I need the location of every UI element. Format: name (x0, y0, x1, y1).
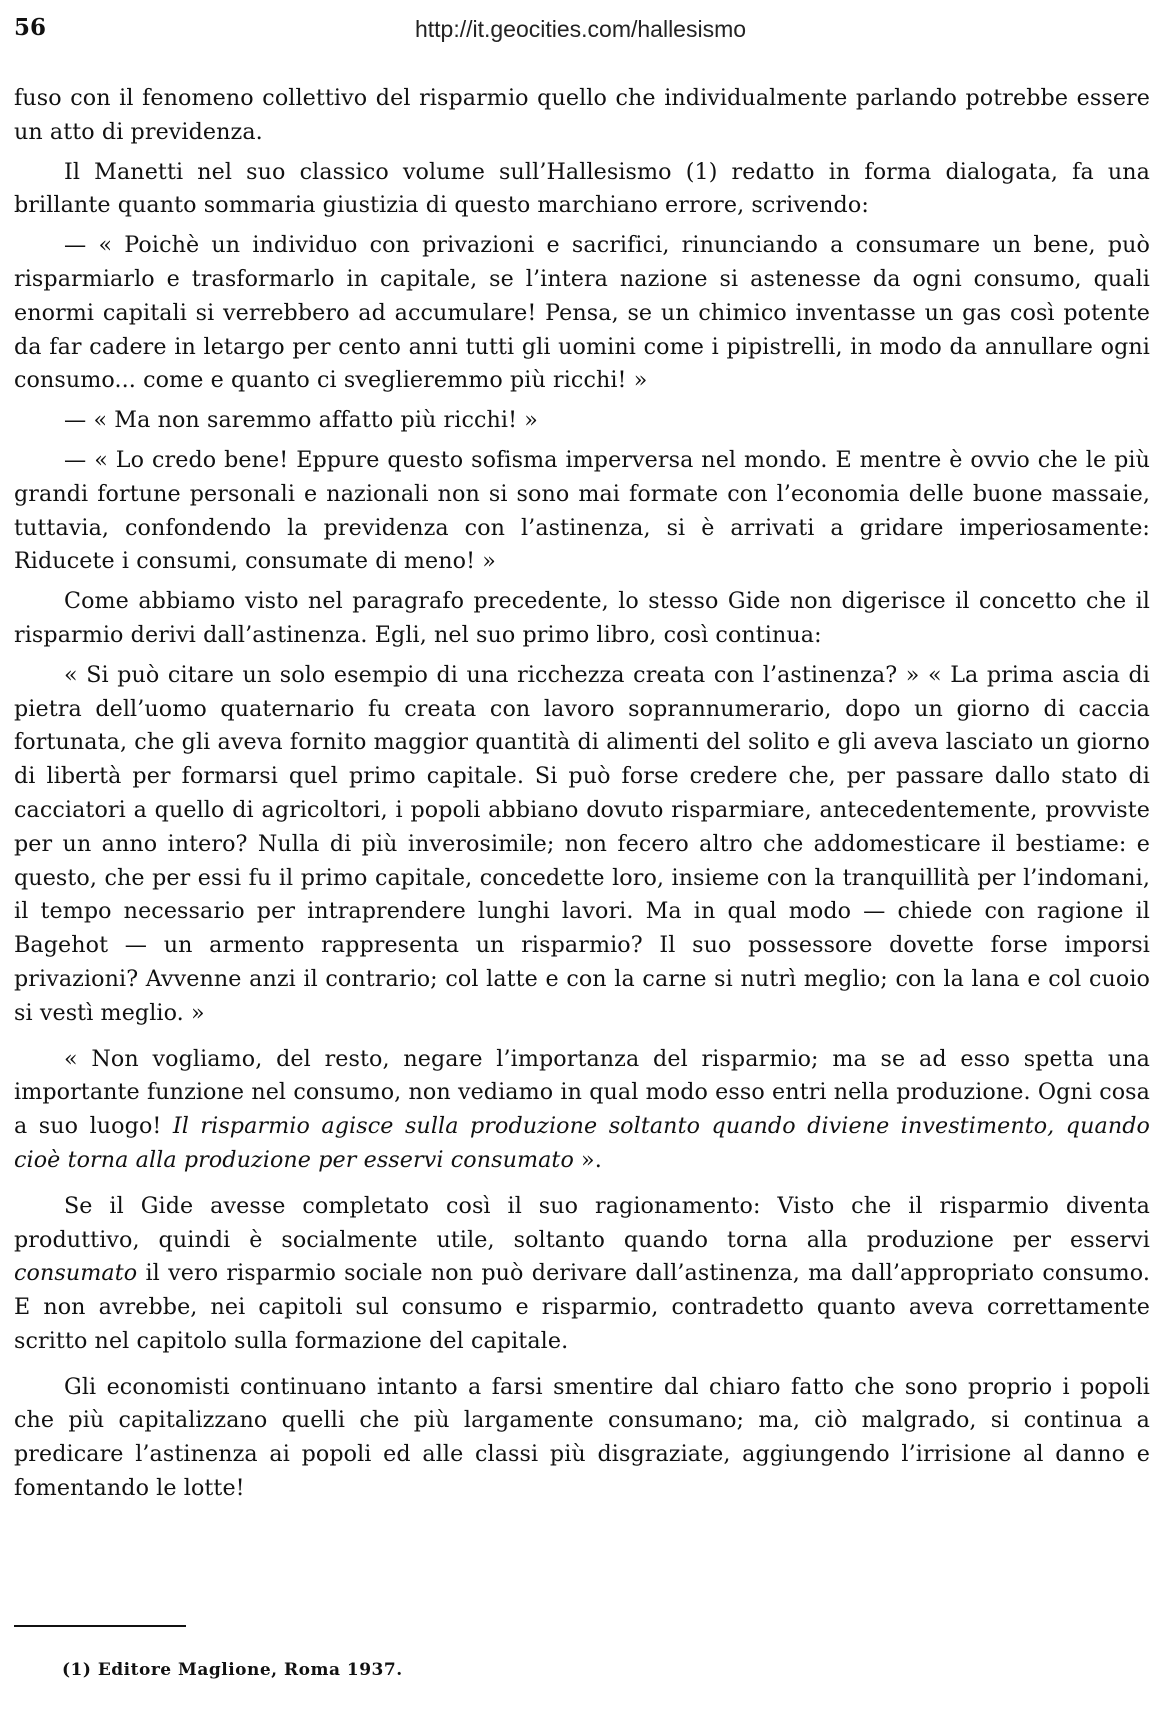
paragraph-6: Come abbiamo visto nel paragrafo precedente, lo stesso Gide non digerisce il concetto che il risparmio derivi dall’astinenza. Egli, nel suo primo libro, così continua: (14, 588, 1150, 648)
paragraph-8-quote (14, 1043, 1150, 1178)
paragraph-10: Gli economisti continuano intanto a farsi smentire dal chiaro fatto che sono proprio i popoli che più capitalizzano quelli che più largamente consumano; ma, ciò malgrado, si continua a predicare l’astinenza ai popoli ed alle classi più disgraziate, aggiungendo l’irrisione al danno e fomentando le lotte! (14, 1373, 1150, 1502)
page-number: 56 (14, 14, 47, 41)
paragraph-8-italic: Il risparmio agisce sulla produzione soltanto quando diviene investimento, quando cioè torna alla produzione per esservi consumato (14, 1113, 1150, 1173)
paragraph-9-start: Se il Gide avesse completato così il suo ragionamento: Visto che il risparmio diventa produttivo, quindi è socialmente utile, soltanto quando torna alla produzione per esservi (14, 1192, 1150, 1253)
footnote-rule (14, 1625, 186, 1627)
paragraph-9 (14, 1190, 1150, 1359)
footnote: (1) Editore Maglione, Roma 1937. (62, 1660, 403, 1680)
paragraph-2: Il Manetti nel suo classico volume sull’Hallesismo (1) redatto in forma dialogata, fa una brillante quanto sommaria giustizia di questo marchiano errore, scrivendo: (14, 158, 1150, 219)
paragraph-4-quote: — « Ma non saremmo affatto più ricchi! » (64, 407, 538, 434)
paragraph-8-end: ». (573, 1146, 602, 1173)
paragraph-7-quote: « Si può citare un solo esempio di una ricchezza creata con l’astinenza? » « La prima ascia di pietra dell’uomo quaternario fu creata con lavoro soprannumerario, dopo un giorno di caccia fortunata, che gli aveva fornito maggior quantità di alimenti del solito e gli aveva lasciato un giorno di libertà per formarsi quel primo capitale. Si può forse credere che, per passare dallo stato di cacciatori a quello di agricoltori, i popoli abbiano dovuto risparmiare, antecedentemente, provviste per un anno intero? Nulla di più inverosimile; non fecero altro che addomesticare il bestiame: e questo, che per essi fu il primo capitale, concedette loro, insieme con la tranquillità per l’indomani, il tempo necessario per intraprendere lunghi lavori. Ma in qual modo — chiede con ragione il Bagehot — un armento rappresenta un risparmio? Il suo possessore dovette forse imporsi privazioni? Avvenne anzi il contrario; col latte e con la carne si nutrì meglio; con la lana e col cuoio si vestì meglio. » (14, 661, 1150, 1026)
paragraph-3-quote: — « Poichè un individuo con privazioni e sacrifici, rinunciando a consumare un bene, può risparmiarlo e trasformarlo in capitale, se l’intera nazione si astenesse da ogni consumo, quali enormi capitali si verrebbero ad accumulare! Pensa, se un chimico inventasse un gas così potente da far cadere in letargo per cento anni tutti gli uomini come i pipistrelli, in modo da annullare ogni consumo... come e quanto ci sveglieremmo più ricchi! » (14, 232, 1150, 394)
paragraph-8-start: « Non vogliamo, del resto, negare l’importanza del risparmio; ma se ad esso spetta una importante funzione nel consumo, non vediamo in qual modo esso entri nella produzione. Ogni cosa a suo luogo! (14, 1045, 1150, 1140)
body-text (14, 82, 1150, 1512)
paragraph-9-end: il vero risparmio sociale non può derivare dall’astinenza, ma dall’appropriato consumo. E non avrebbe, nei capitoli sul consumo e risparmio, contradetto quanto aveva correttamente scritto nel capitolo sulla formazione del capitale. (14, 1260, 1150, 1354)
paragraph-5-quote: — « Lo credo bene! Eppure questo sofisma imperversa nel mondo. E mentre è ovvio che le più grandi fortune personali e nazionali non si sono mai formate con l’economia delle buone massaie, tuttavia, confondendo la previdenza con l’astinenza, si è arrivati a gridare imperiosamente: Riducete i consumi, consumate di meno! » (14, 446, 1150, 575)
paragraph-1: fuso con il fenomeno collettivo del risparmio quello che individualmente parlando potrebbe essere un atto di previdenza. (14, 85, 1150, 145)
page-header (14, 14, 1147, 50)
header-url: http://it.geocities.com/hallesismo (414, 16, 747, 42)
paragraph-9-italic: consumato (14, 1260, 138, 1287)
